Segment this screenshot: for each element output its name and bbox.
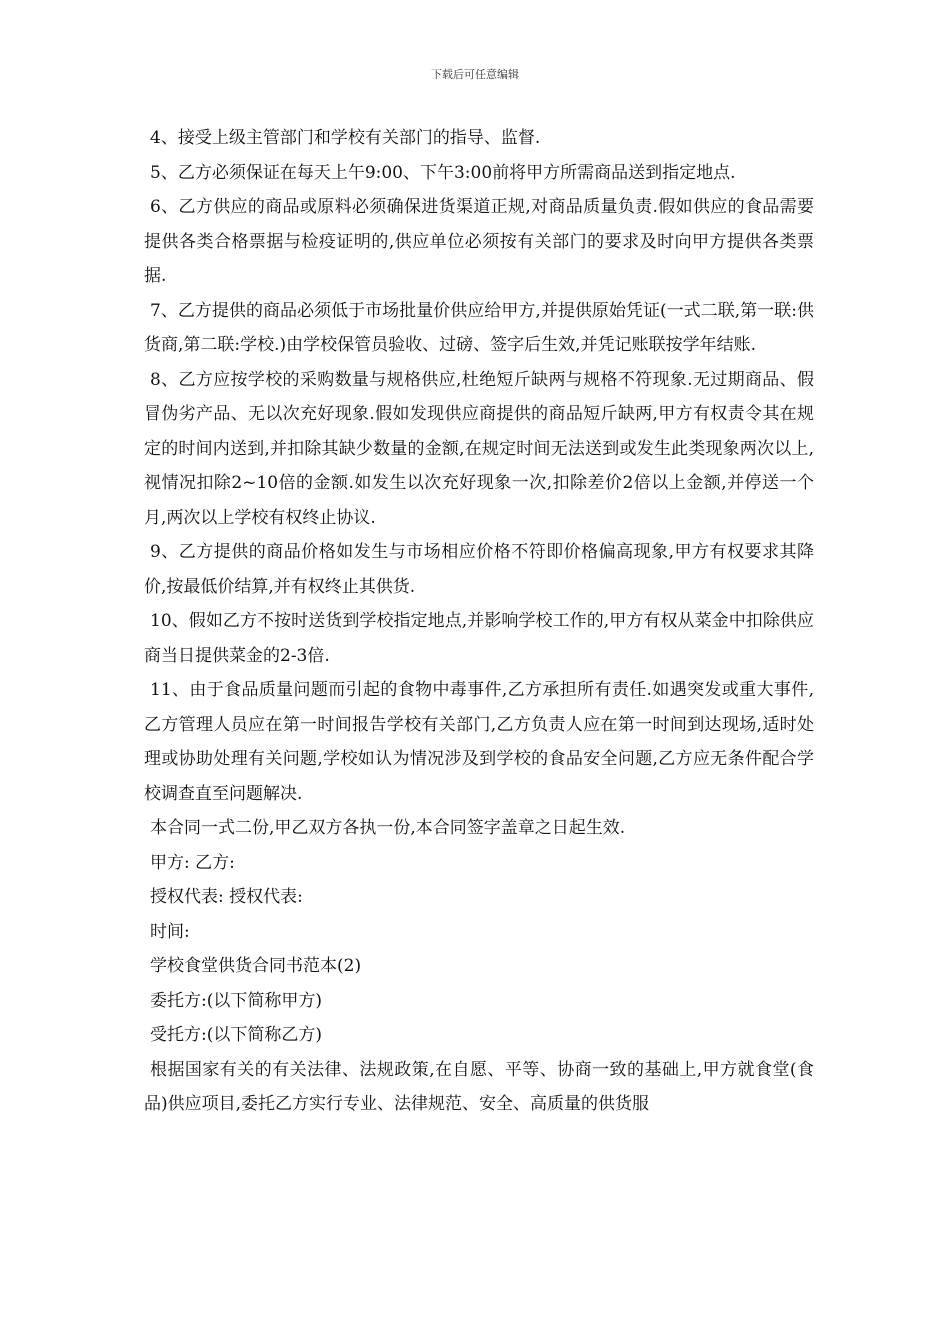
clause-10: 10、假如乙方不按时送货到学校指定地点,并影响学校工作的,甲方有权从菜金中扣除供应商当日提供菜金的2-3倍. [144,611,814,666]
authorized-representatives-line: 授权代表: 授权代表: [150,887,303,907]
page-header: 下载后可任意编辑 [431,68,519,81]
clause-8: 8、乙方应按学校的采购数量与规格供应,杜绝短斤缺两与规格不符现象.无过期商品、假冒伪劣产品、无以次充好现象.假如发现供应商提供的商品短斤缺两,甲方有权责令其在规定的时间内送到,并扣除其缺少数量的金额,在规定时间无法送到或发生此类现象两次以上,视情况扣除2~10倍的金额.如发生以次充好现象一次,扣除差价2倍以上金额,并停送一个月,两次以上学校有权终止协议. [144,369,814,528]
clause-11: 11、由于食品质量问题而引起的食物中毒事件,乙方承担所有责任.如遇突发或重大事件,乙方管理人员应在第一时间报告学校有关部门,乙方负责人应在第一时间到达现场,适时处理或协助处理有关问题,学校如认为情况涉及到学校的食品安全问题,乙方应无条件配合学校调查直至问题解决. [144,680,814,804]
clause-5: 5、乙方必须保证在每天上午9:00、下午3:00前将甲方所需商品送到指定地点. [150,162,736,183]
template-title: 学校食堂供货合同书范本(2) [150,956,362,976]
date-line: 时间: [150,921,190,942]
preamble-paragraph: 根据国家有关的有关法律、法规政策,在自愿、平等、协商一致的基础上,甲方就食堂(食品)供应项目,委托乙方实行专业、法律规范、安全、高质量的供货服 [144,1059,814,1114]
clause-7: 7、乙方提供的商品必须低于市场批量价供应给甲方,并提供原始凭证(一式二联,第一联:供货商,第二联:学校.)由学校保管员验收、过磅、签字后生效,并凭记账联按学年结账. [144,300,814,355]
client-party-line: 委托方:(以下简称甲方) [150,990,322,1011]
clause-9: 9、乙方提供的商品价格如发生与市场相应价格不符即价格偏高现象,甲方有权要求其降价,按最低价结算,并有权终止其供货. [144,542,814,597]
clause-6: 6、乙方供应的商品或原料必须确保进货渠道正规,对商品质量负责.假如供应的食品需要提供各类合格票据与检疫证明的,供应单位必须按有关部门的要求及时向甲方提供各类票据. [144,197,814,286]
parties-signature-line: 甲方: 乙方: [150,852,235,873]
clause-4: 4、接受上级主管部门和学校有关部门的指导、监督. [150,128,541,148]
contractor-party-line: 受托方:(以下简称乙方) [150,1025,322,1045]
document-body [144,121,814,1122]
contract-effect-statement: 本合同一式二份,甲乙双方各执一份,本合同签字盖章之日起生效. [150,818,626,838]
